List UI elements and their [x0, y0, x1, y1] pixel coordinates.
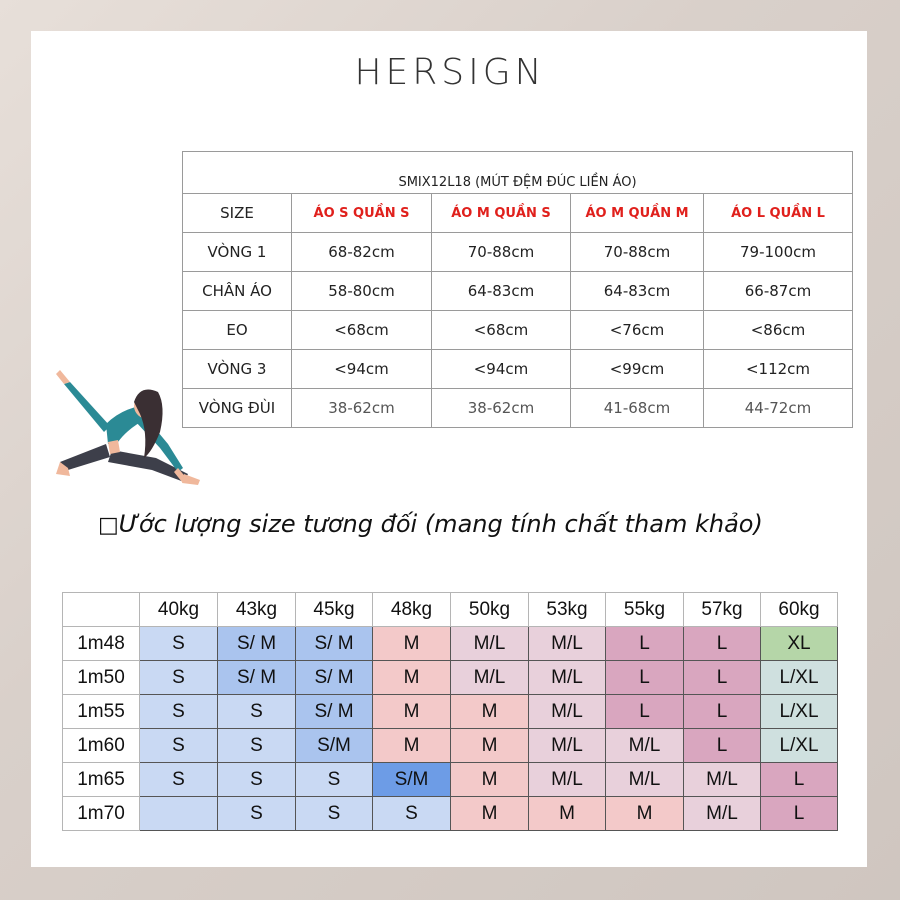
- size-estimate-cell: S/ M: [218, 627, 296, 661]
- estimate-row: [63, 661, 838, 695]
- size-row-label: VÒNG 3: [183, 350, 292, 389]
- weight-header: 57kg: [684, 593, 761, 627]
- size-estimate-cell: M/L: [451, 661, 529, 695]
- size-estimate-cell: L/XL: [761, 661, 838, 695]
- size-cell: <112cm: [704, 350, 853, 389]
- size-estimate-cell: S: [218, 695, 296, 729]
- size-estimate-cell: M: [451, 729, 529, 763]
- size-row: [183, 311, 853, 350]
- size-estimate-cell: M/L: [529, 627, 606, 661]
- size-header-col: ÁO S QUẦN S: [292, 194, 432, 233]
- size-estimate-cell: M: [529, 797, 606, 831]
- size-estimate-cell: S: [218, 729, 296, 763]
- height-label: 1m48: [63, 627, 140, 661]
- size-estimate-cell: S: [296, 797, 373, 831]
- size-estimate-cell: M/L: [451, 627, 529, 661]
- size-estimate-cell: L: [761, 797, 838, 831]
- height-label: 1m50: [63, 661, 140, 695]
- size-cell: <76cm: [571, 311, 704, 350]
- size-cell: 68-82cm: [292, 233, 432, 272]
- size-estimate-cell: M/L: [529, 763, 606, 797]
- size-estimate-cell: [140, 797, 218, 831]
- size-estimate-cell: L/XL: [761, 729, 838, 763]
- size-estimate-cell: S/M: [373, 763, 451, 797]
- size-estimate-cell: L: [606, 661, 684, 695]
- size-estimate-cell: L: [606, 627, 684, 661]
- size-estimate-cell: S/M: [296, 729, 373, 763]
- size-estimate-cell: S: [373, 797, 451, 831]
- size-estimate-cell: M: [451, 695, 529, 729]
- size-estimate-cell: M: [373, 729, 451, 763]
- size-cell: 70-88cm: [432, 233, 571, 272]
- size-cell: <86cm: [704, 311, 853, 350]
- estimate-row: [63, 729, 838, 763]
- size-table-title: SMIX12L18 (MÚT ĐỆM ĐÚC LIỀN ÁO): [183, 152, 853, 194]
- note-text: Ước lượng size tương đối (mang tính chất tham khảo): [118, 510, 763, 538]
- size-cell: <99cm: [571, 350, 704, 389]
- size-estimate-cell: M/L: [529, 695, 606, 729]
- size-cell: 66-87cm: [704, 272, 853, 311]
- estimate-row: [63, 763, 838, 797]
- size-estimate-cell: M/L: [606, 763, 684, 797]
- weight-header: 48kg: [373, 593, 451, 627]
- size-estimate-cell: S: [140, 763, 218, 797]
- size-estimate-cell: M/L: [684, 797, 761, 831]
- size-estimate-note: [98, 510, 763, 538]
- size-estimate-cell: M: [373, 661, 451, 695]
- size-row: [183, 233, 853, 272]
- size-table: [182, 151, 853, 428]
- size-estimate-cell: S/ M: [296, 695, 373, 729]
- size-estimate-cell: L: [684, 627, 761, 661]
- estimate-row: [63, 797, 838, 831]
- size-cell: 64-83cm: [432, 272, 571, 311]
- size-header-col: ÁO M QUẦN M: [571, 194, 704, 233]
- size-estimate-cell: L: [684, 661, 761, 695]
- size-estimate-cell: S/ M: [296, 627, 373, 661]
- weight-header: 45kg: [296, 593, 373, 627]
- size-estimate-cell: L: [606, 695, 684, 729]
- size-estimate-cell: S: [140, 661, 218, 695]
- size-estimate-cell: M/L: [606, 729, 684, 763]
- size-estimate-cell: M/L: [529, 661, 606, 695]
- size-cell: 38-62cm: [432, 389, 571, 428]
- size-cell: <68cm: [292, 311, 432, 350]
- size-estimate-cell: XL: [761, 627, 838, 661]
- size-estimate-cell: M/L: [529, 729, 606, 763]
- size-estimate-cell: S: [140, 695, 218, 729]
- weight-header: 55kg: [606, 593, 684, 627]
- size-row-label: CHÂN ÁO: [183, 272, 292, 311]
- yoga-woman-illustration: [48, 362, 208, 497]
- size-cell: <68cm: [432, 311, 571, 350]
- size-estimate-cell: L: [684, 695, 761, 729]
- size-cell: <94cm: [432, 350, 571, 389]
- size-header-col: ÁO L QUẦN L: [704, 194, 853, 233]
- size-row-label: EO: [183, 311, 292, 350]
- size-row-label: VÒNG ĐÙI: [183, 389, 292, 428]
- size-cell: 38-62cm: [292, 389, 432, 428]
- size-estimate-cell: S/ M: [218, 661, 296, 695]
- height-label: 1m65: [63, 763, 140, 797]
- size-estimate-cell: L/XL: [761, 695, 838, 729]
- size-header-label: SIZE: [183, 194, 292, 233]
- size-estimate-cell: M: [451, 797, 529, 831]
- size-estimate-cell: S/ M: [296, 661, 373, 695]
- size-cell: 41-68cm: [571, 389, 704, 428]
- estimate-row: [63, 695, 838, 729]
- estimate-header-row: [63, 593, 838, 627]
- size-row: [183, 350, 853, 389]
- estimate-row: [63, 627, 838, 661]
- height-label: 1m55: [63, 695, 140, 729]
- height-label: 1m70: [63, 797, 140, 831]
- size-row: [183, 389, 853, 428]
- size-estimate-cell: M: [451, 763, 529, 797]
- size-cell: 79-100cm: [704, 233, 853, 272]
- size-estimate-cell: S: [218, 797, 296, 831]
- weight-header: 53kg: [529, 593, 606, 627]
- size-cell: 70-88cm: [571, 233, 704, 272]
- size-estimate-cell: M: [373, 695, 451, 729]
- weight-header: 50kg: [451, 593, 529, 627]
- weight-header: 43kg: [218, 593, 296, 627]
- size-table-header: [183, 194, 853, 233]
- size-estimate-cell: L: [761, 763, 838, 797]
- size-estimate-cell: M: [606, 797, 684, 831]
- size-estimate-cell: S: [218, 763, 296, 797]
- size-row-label: VÒNG 1: [183, 233, 292, 272]
- size-estimate-cell: S: [140, 627, 218, 661]
- size-cell: 44-72cm: [704, 389, 853, 428]
- weight-header: 60kg: [761, 593, 838, 627]
- size-estimate-table: [62, 592, 838, 831]
- size-header-col: ÁO M QUẦN S: [432, 194, 571, 233]
- height-label: 1m60: [63, 729, 140, 763]
- size-estimate-cell: M: [373, 627, 451, 661]
- weight-header: 40kg: [140, 593, 218, 627]
- estimate-corner-cell: [63, 593, 140, 627]
- size-estimate-cell: L: [684, 729, 761, 763]
- size-cell: <94cm: [292, 350, 432, 389]
- size-row: [183, 272, 853, 311]
- size-estimate-cell: M/L: [684, 763, 761, 797]
- size-estimate-cell: S: [296, 763, 373, 797]
- size-cell: 58-80cm: [292, 272, 432, 311]
- size-estimate-cell: S: [140, 729, 218, 763]
- size-cell: 64-83cm: [571, 272, 704, 311]
- note-box-icon: □: [98, 513, 119, 538]
- brand-logo: HERSIGN: [354, 52, 546, 93]
